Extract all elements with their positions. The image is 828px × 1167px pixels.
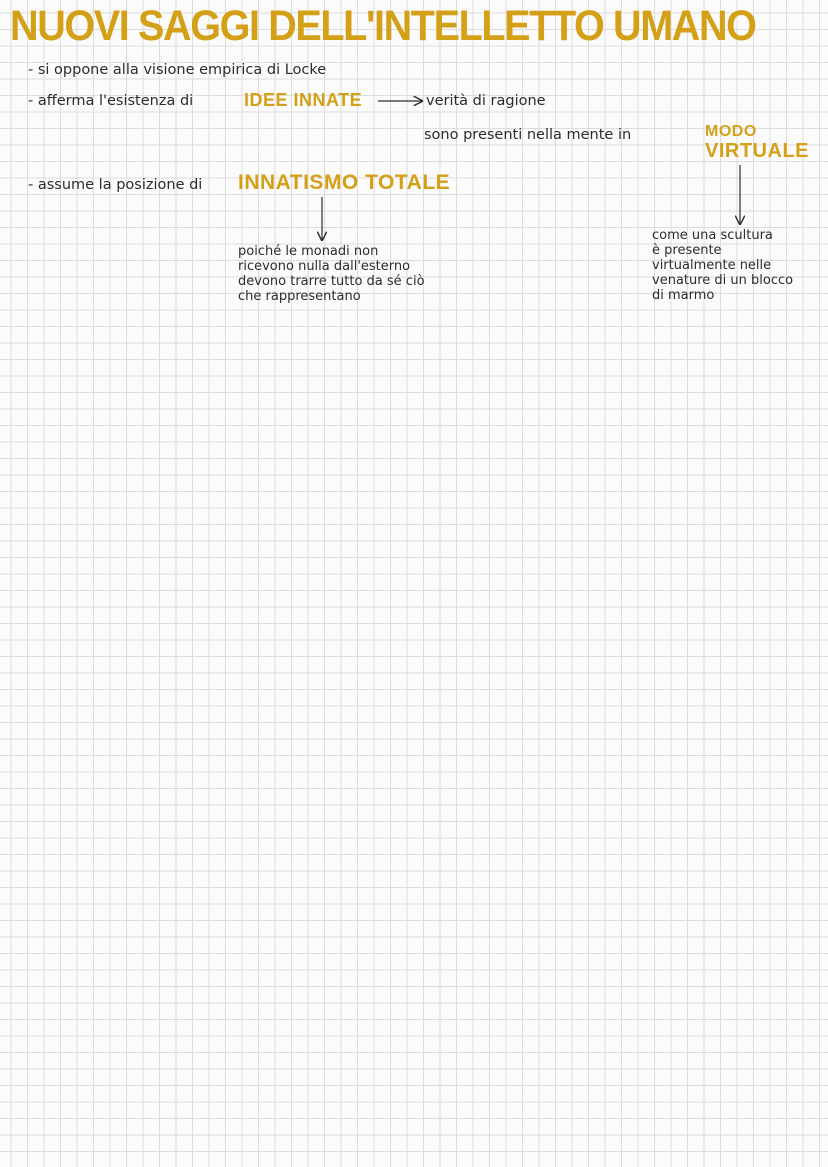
modo-highlight: MODO bbox=[705, 123, 757, 140]
bullet-innatismo-text: - assume la posizione di bbox=[28, 177, 203, 193]
page-title: NUOVI SAGGI DELL'INTELLETTO UMANO bbox=[10, 2, 756, 50]
note-scultura-line: venature di un blocco bbox=[652, 273, 794, 288]
note-monadi-line: poiché le monadi non bbox=[238, 244, 379, 259]
verita-di-ragione: verità di ragione bbox=[426, 93, 546, 109]
idee-innate-highlight: IDEE INNATE bbox=[244, 90, 363, 110]
innatismo-totale-highlight: INNATISMO TOTALE bbox=[238, 171, 451, 194]
note-scultura-line: come una scultura bbox=[652, 228, 773, 243]
bullet-idee-innate-text: - afferma l'esistenza di bbox=[28, 93, 194, 109]
virtuale-highlight: VIRTUALE bbox=[705, 140, 809, 162]
note-monadi-line: che rappresentano bbox=[238, 289, 361, 304]
sono-presenti-text: sono presenti nella mente in bbox=[424, 127, 632, 143]
bullet-oppone-locke: - si oppone alla visione empirica di Locke bbox=[28, 62, 327, 78]
note-scultura-line: virtualmente nelle bbox=[652, 258, 772, 273]
note-monadi-line: devono trarre tutto da sé ciò bbox=[238, 274, 425, 289]
note-scultura-line: di marmo bbox=[652, 288, 715, 303]
note-monadi-line: ricevono nulla dall'esterno bbox=[238, 259, 411, 274]
note-scultura-line: è presente bbox=[652, 243, 722, 258]
